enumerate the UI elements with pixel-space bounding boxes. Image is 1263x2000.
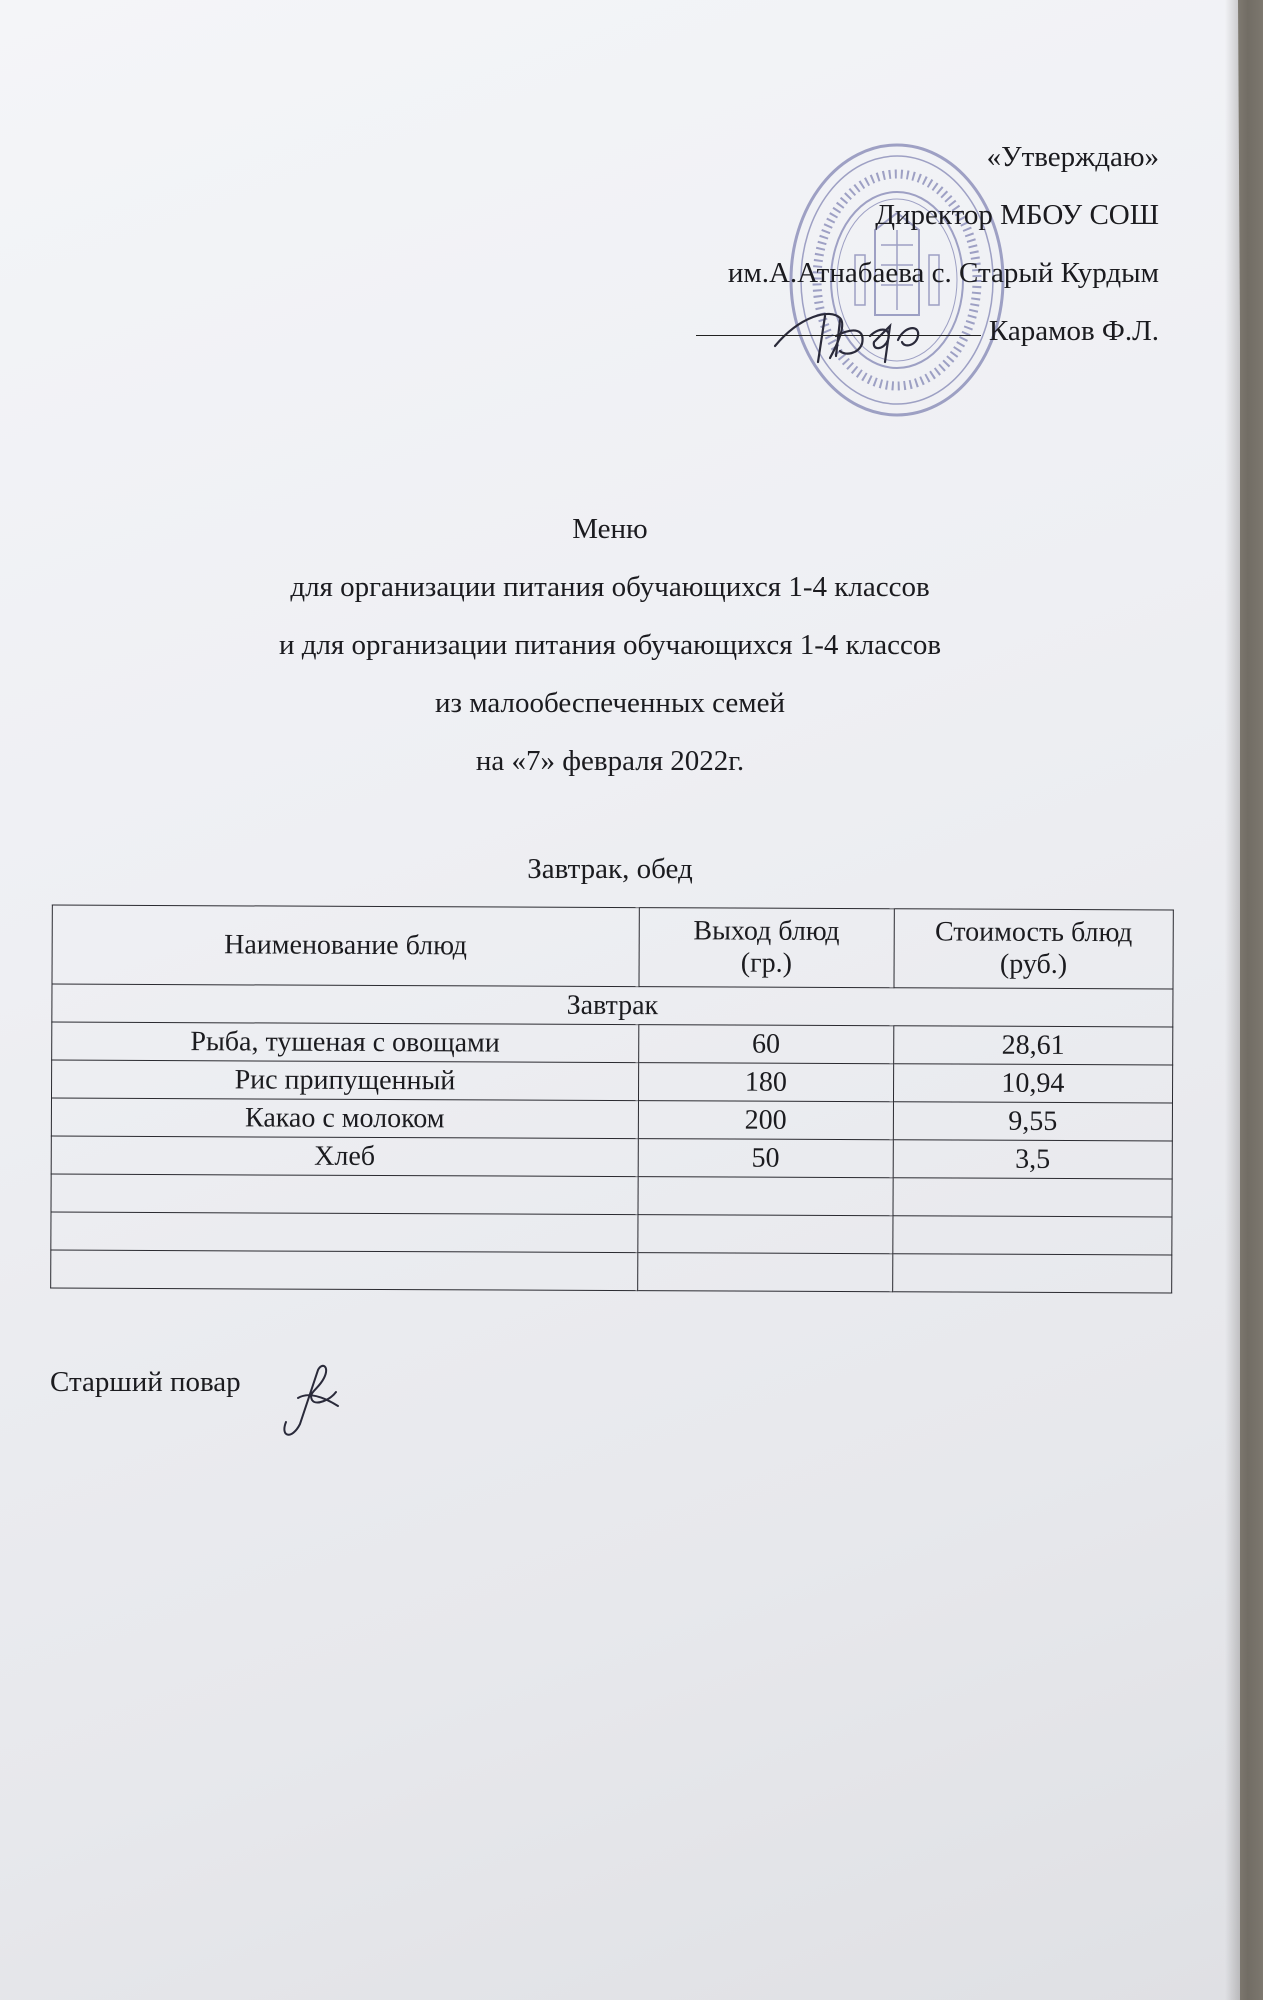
- title-line-4: из малообеспеченных семей: [434, 687, 786, 719]
- cost-cell: 10,94: [893, 1064, 1172, 1103]
- header-portion: Выход блюд (гр.): [639, 908, 894, 988]
- meal-caption: Завтрак, обед: [527, 853, 693, 885]
- dish-name-cell: [51, 1250, 638, 1291]
- document-title: [40, 500, 1180, 790]
- page-edge-shadow: [1225, 0, 1263, 2000]
- dish-name-cell: Хлеб: [51, 1136, 638, 1177]
- dish-name-cell: Рис припущенный: [51, 1060, 638, 1101]
- school-name: им.А.Атнабаева с. Старый Курдым: [727, 257, 1159, 289]
- portion-cell: [638, 1215, 893, 1254]
- dish-name-cell: [51, 1212, 638, 1253]
- dish-name-cell: Какао с молоком: [51, 1098, 638, 1139]
- portion-cell: [638, 1177, 893, 1216]
- portion-cell: 60: [638, 1025, 893, 1064]
- menu-table: [50, 905, 1174, 1294]
- section-row: [52, 984, 1173, 1027]
- title-line-2: для организации питания обучающихся 1-4 классов: [290, 571, 930, 603]
- header-dish-name: Наименование блюд: [52, 905, 639, 987]
- director-signature-line: [559, 302, 1159, 360]
- director-name: Карамов Ф.Л.: [988, 315, 1159, 347]
- cost-cell: 3,5: [893, 1140, 1172, 1179]
- title-line-3: и для организации питания обучающихся 1-4 классов: [278, 629, 942, 661]
- table-row-empty: [51, 1212, 1172, 1255]
- table-header-row: [52, 905, 1173, 989]
- cost-cell: 9,55: [893, 1102, 1172, 1141]
- cook-signature: [278, 1362, 350, 1440]
- table-row: [51, 1098, 1172, 1141]
- portion-cell: 180: [638, 1063, 893, 1102]
- table-row-empty: [51, 1250, 1172, 1293]
- dish-name-cell: [51, 1174, 638, 1215]
- dish-name-cell: Рыба, тушеная с овощами: [52, 1022, 639, 1063]
- approve-heading: «Утверждаю»: [986, 141, 1159, 173]
- table-row: [52, 1022, 1173, 1065]
- cost-cell: 28,61: [893, 1026, 1172, 1065]
- title-line-1: Меню: [572, 513, 648, 545]
- portion-cell: 50: [638, 1139, 893, 1178]
- senior-cook-label: Старший повар: [50, 1366, 241, 1398]
- title-date: на «7» февраля 2022г.: [475, 745, 745, 777]
- table-row: [51, 1136, 1172, 1179]
- table-row-empty: [51, 1174, 1172, 1217]
- header-cost: Стоимость блюд (руб.): [894, 909, 1174, 989]
- cost-cell: [892, 1254, 1171, 1293]
- approval-block: [559, 128, 1159, 360]
- director-position: Директор МБОУ СОШ: [875, 199, 1159, 231]
- cost-cell: [893, 1178, 1172, 1217]
- table-row: [51, 1060, 1172, 1103]
- signature-underline: [696, 335, 981, 336]
- section-breakfast: Завтрак: [52, 984, 1173, 1027]
- cost-cell: [893, 1216, 1172, 1255]
- portion-cell: 200: [638, 1101, 893, 1140]
- portion-cell: [637, 1253, 892, 1292]
